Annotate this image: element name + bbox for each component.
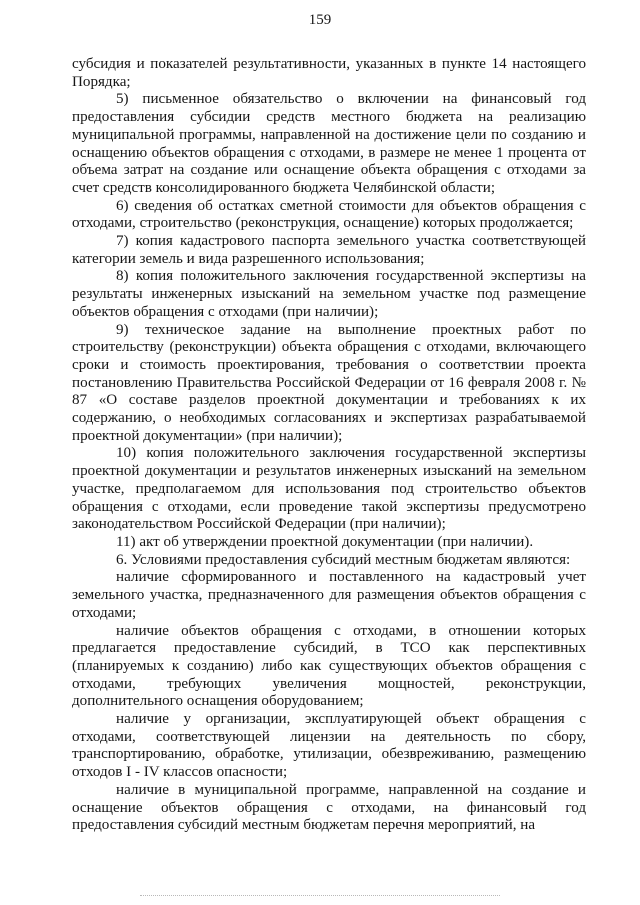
paragraph: наличие в муниципальной программе, направленной на создание и оснащение объектов обращения с отходами, на финансовый год предоставления субсидий местным бюджетам перечня мероприятий, на	[72, 781, 586, 834]
paragraph: наличие объектов обращения с отходами, в отношении которых предлагается предоставление субсидий, в ТСО как перспективных (планируемых к созданию) либо как существующих объектов обращения с отходами, требующих увеличения мощностей, реконструкции, дополнительного оснащения оборудованием;	[72, 622, 586, 710]
document-body	[72, 56, 586, 835]
scan-edge-line	[140, 895, 500, 896]
paragraph: 5) письменное обязательство о включении на финансовый год предоставления субсидии средств местного бюджета на реализацию муниципальной программы, направленной на достижение цели по созданию и оснащению объектов обращения с отходами, в размере не менее 1 процента от объема затрат на создание или оснащение объекта обращения с отходами за счет средств консолидированного бюджета Челябинской области;	[72, 91, 586, 196]
paragraph: 8) копия положительного заключения государственной экспертизы на результаты инженерных изысканий на земельном участке под размещение объектов обращения с отходами (при наличии);	[72, 268, 586, 320]
paragraph: 6. Условиями предоставления субсидий местным бюджетам являются:	[116, 551, 571, 568]
paragraph: 6) сведения об остатках сметной стоимости для объектов обращения с отходами, строительство (реконструкция, оснащение) которых продолжается;	[72, 197, 586, 232]
page-number: 159	[308, 12, 332, 28]
paragraph: субсидия и показателей результативности, указанных в пункте 14 настоящего Порядка;	[72, 56, 586, 90]
paragraph: наличие сформированного и поставленного на кадастровый учет земельного участка, предназначенного для размещения объектов обращения с отходами;	[72, 569, 586, 621]
paragraph: 7) копия кадастрового паспорта земельного участка соответствующей категории земель и вида разрешенного использования;	[72, 233, 586, 267]
paragraph: наличие у организации, эксплуатирующей объект обращения с отходами, соответствующей лицензии на деятельность по сбору, транспортированию, обработке, утилизации, обезвреживанию, размещению отходов I - IV классов опасности;	[72, 711, 586, 781]
paragraph: 9) техническое задание на выполнение проектных работ по строительству (реконструкции) объекта обращения с отходами, включающего сроки и стоимость проектирования, требования о соответствии проекта постановлению Правительства Российской Федерации от 16 февраля 2008 г. № 87 «О составе разделов проектной документации и требованиях к их содержанию, о необходимых согласованиях и экспертизах разрабатываемой проектной документации» (при наличии);	[72, 321, 586, 444]
paragraph: 11) акт об утверждении проектной документации (при наличии).	[116, 533, 534, 550]
paragraph: 10) копия положительного заключения государственной экспертизы проектной документации и результатов инженерных изысканий на земельном участке, предполагаемом для использования под строительство объектов обращения с отходами, если проведение такой экспертизы предусмотрено законодательством Российской Федерации (при наличии);	[72, 445, 586, 533]
